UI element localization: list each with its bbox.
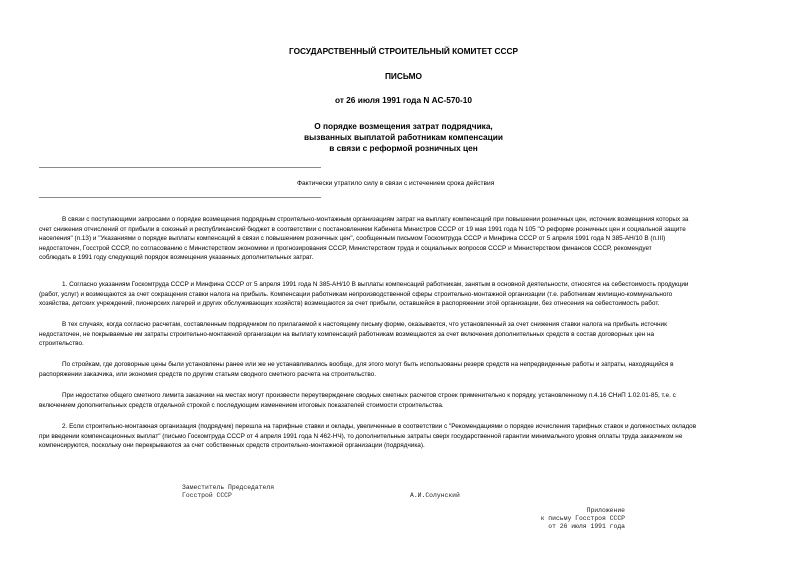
paragraph-line: при введении компенсационных выплат" (письмо Госкомтруда СССР от 4 апреля 1991 года N 462-НЧ), то дополнительные затраты сверх государственной гарантии минимального уровня оплаты труда заказчиком не bbox=[39, 432, 683, 440]
paragraph-line: В связи с поступающими запросами о порядке возмещения подрядным строительно-монтажным организациям затрат на выплату компенсаций при повышении розничных цен, источник возмещения которых за bbox=[62, 216, 689, 223]
signature-title-line-2: Госстрой СССР bbox=[182, 492, 232, 499]
paragraph-line: При недостатке общего сметного лимита заказчики на местах могут произвести переутверждение сводных сметных расчетов строек применительно к порядку, установленному п.4.16 СНиП 1.02.01-85, т.е. с bbox=[62, 392, 676, 399]
document-type: ПИСЬМО bbox=[384, 71, 423, 81]
paragraph-intro bbox=[39, 215, 804, 263]
validity-status-note: Фактически утратило силу в связи с истечением срока действия bbox=[297, 180, 495, 187]
separator-line bbox=[39, 197, 321, 198]
paragraph-line: По стройкам, где договорные цены были установлены ранее или же не устанавливались вообще, для этого могут быть использованы резерв средств на непредвиденные работы и затраты, находящийся в bbox=[62, 361, 674, 368]
paragraph-line: соблюдать в 1991 году следующий порядок возмещения указанных дополнительных затрат. bbox=[39, 254, 314, 262]
separator-line bbox=[39, 167, 321, 168]
document-date-number: от 26 июля 1991 года N АС-570-10 bbox=[334, 95, 473, 105]
paragraph-line: (работ, услуг) и возмещаются за счет сокращения ставки налога на прибыль. Компенсации работникам непроизводственной сферы строительно-монтажной организации (т.е. работникам жилищно-коммунального bbox=[39, 290, 673, 298]
document-subject-line-2: вызванных выплатой работникам компенсации bbox=[304, 132, 503, 142]
paragraph-insufficient-source bbox=[39, 320, 804, 349]
document-subject-line-3: в связи с реформой розничных цен bbox=[329, 143, 478, 153]
paragraph-line: хозяйства, детских учреждений, пионерских лагерей и других обслуживающих хозяйств) возмещаются за счет прибыли, оставшейся в распоряжении этой организации, без отнесения на себестоимость работ. bbox=[39, 300, 660, 308]
paragraph-line: населения" (п.13) и "Указаниями о порядке выплаты компенсаций в связи с повышением розничных цен", сообщенным письмом Госкомтруда СССР и Минфина СССР от 5 апреля 1991 года N 385-АН/10 В (п.III) bbox=[39, 235, 666, 243]
paragraph-contract-prices bbox=[39, 360, 804, 379]
paragraph-line: включением дополнительных средств отдельной строкой с последующим изменением итоговых показателей стоимости строительства. bbox=[39, 401, 444, 409]
paragraph-line: В тех случаях, когда согласно расчетам, составленным подрядчиком по прилагаемой к настоящему письму форме, оказывается, что установленный за счет снижения ставки налога на прибыль источник bbox=[62, 321, 667, 328]
paragraph-line: 2. Если строительно-монтажная организация (подрядчик) перешла на тарифные ставки и оклады, увеличенные в соответствии с "Рекомендациями о порядке исчисления тарифных ставок и должностных окладов bbox=[62, 423, 697, 430]
paragraph-line: счет снижения отчислений от прибыли в союзный и республиканский бюджет в соответствии с постановлением Кабинета Министров СССР от 19 мая 1991 года N 105 "О реформе розничных цен и социальной защите bbox=[39, 225, 686, 233]
appendix-label: Приложение bbox=[586, 507, 625, 514]
document-subject-line-1: О порядке возмещения затрат подрядчика, bbox=[314, 121, 493, 131]
paragraph-line: распоряжении заказчика, или экономия средств по другим статьям сводного сметного расчета на строительство. bbox=[39, 370, 377, 378]
appendix-reference: к письму Госстроя СССР bbox=[540, 515, 625, 522]
signature-name: А.И.Солунский bbox=[410, 492, 460, 499]
issuer-heading: ГОСУДАРСТВЕННЫЙ СТРОИТЕЛЬНЫЙ КОМИТЕТ СССР bbox=[289, 46, 518, 56]
paragraph-item-2 bbox=[39, 422, 804, 451]
paragraph-item-1 bbox=[39, 280, 804, 309]
paragraph-line: компенсируются, поскольку они перекрываются за счет собственных средств строительно-монтажной организации (подрядчика). bbox=[39, 442, 425, 450]
paragraph-budget-limit bbox=[39, 391, 804, 410]
paragraph-line: 1. Согласно указаниям Госкомтруда СССР и Минфина СССР от 5 апреля 1991 года N 385-АН/10 В выплаты компенсаций работникам, занятым в основной деятельности, относятся на себестоимость продукции bbox=[62, 281, 689, 288]
paragraph-line: недостаточен, Госстрой СССР, по согласованию с Министерством экономики и прогнозирования СССР, Министерством труда и социальных вопросов СССР и Министерством финансов СССР, рекомендует bbox=[39, 244, 652, 252]
appendix-date: от 26 июля 1991 года bbox=[548, 523, 625, 530]
signature-title-line-1: Заместитель Председателя bbox=[182, 484, 275, 491]
paragraph-line: строительство. bbox=[39, 340, 84, 348]
paragraph-line: недостаточен, не покрываемые им затраты строительно-монтажной организации на выплату компенсаций работникам возмещаются за счет включения дополнительных средств в состав договорных цен на bbox=[39, 330, 655, 338]
